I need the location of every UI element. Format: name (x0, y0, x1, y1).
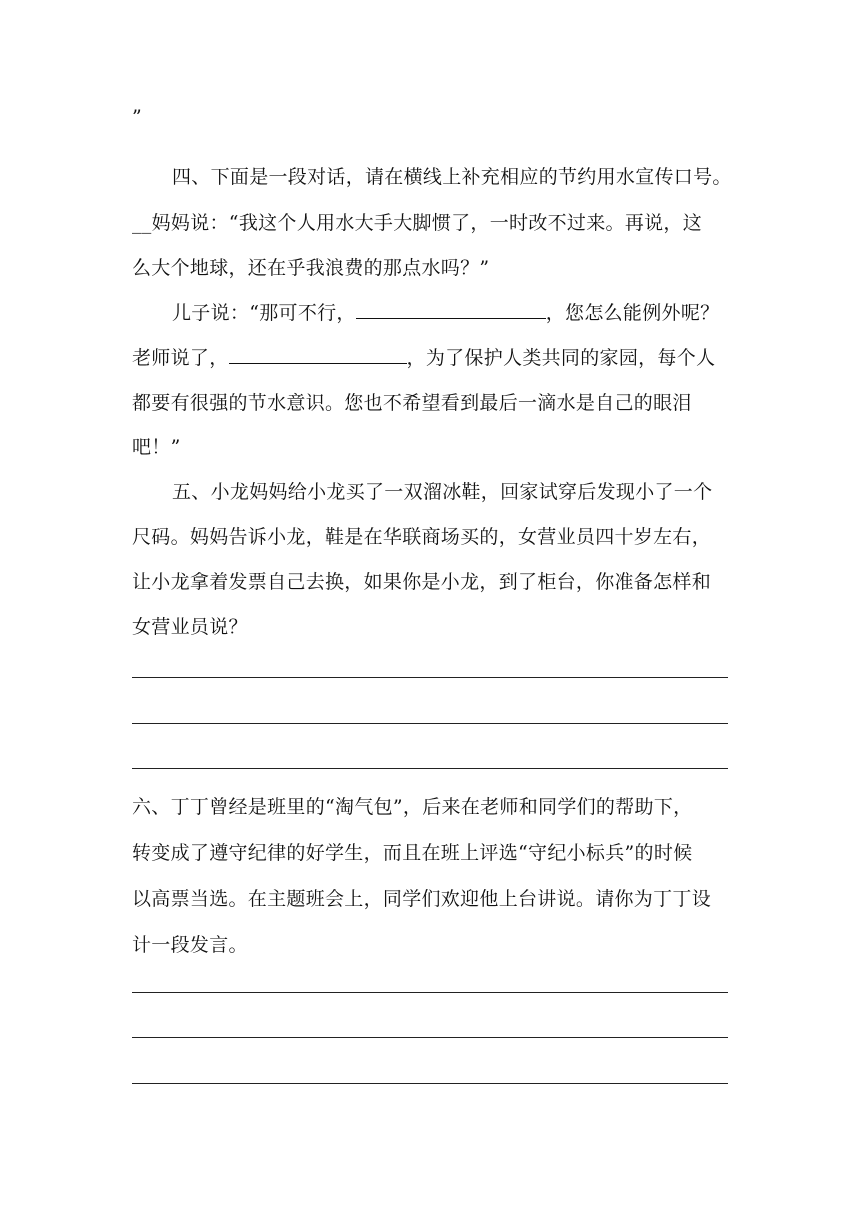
son-line-1-end: ，您怎么能例外呢？ (545, 302, 720, 324)
question-6-line-2: 转变成了遵守纪律的好学生，而且在班上评选“守纪小标兵”的时候 (132, 842, 693, 864)
question-6-line-4: 计一段发言。 (132, 934, 248, 956)
question-6-answer-line-1[interactable] (132, 992, 728, 993)
question-5-answer-line-2[interactable] (132, 723, 728, 724)
question-6-answer-line-2[interactable] (132, 1037, 728, 1038)
question-5-answer-line-3[interactable] (132, 768, 728, 769)
question-6-answer-line-3[interactable] (132, 1083, 728, 1084)
mom-line-1-text: 妈妈说：“我这个人用水大手大脚惯了，一时改不过来。再说，这 (151, 212, 703, 234)
son-line-2-end: ，为了保护人类共同的家园，每个人 (406, 347, 716, 369)
son-line-1-start: 儿子说：“那可不行， (172, 302, 356, 324)
slogan-blank-2[interactable] (229, 343, 407, 364)
question-5-line-3: 让小龙拿着发票自己去换，如果你是小龙，到了柜台，你准备怎样和 (132, 571, 712, 593)
question-6-line-3: 以高票当选。在主题班会上，同学们欢迎他上台讲说。请你为丁丁设 (132, 888, 712, 910)
question-6-line-1: 六、丁丁曾经是班里的“淘气包”，后来在老师和同学们的帮助下， (132, 796, 693, 818)
question-4-son-line-1 (172, 298, 772, 325)
question-5-answer-line-1[interactable] (132, 677, 728, 678)
question-4-title: 四、下面是一段对话，请在横线上补充相应的节约用水宣传口号。 (172, 166, 732, 188)
question-5-line-4: 女营业员说？ (132, 616, 248, 638)
question-5-line-1: 五、小龙妈妈给小龙买了一双溜冰鞋，回家试穿后发现小了一个 (172, 481, 713, 503)
mom-line-underscore: __ (132, 212, 152, 234)
question-4-mom-line-1 (132, 208, 732, 235)
question-4-son-line-2 (132, 343, 732, 370)
closing-quote-mark: ” (132, 106, 143, 128)
son-line-2-start: 老师说了， (132, 347, 229, 369)
question-4-mom-line-2: 么大个地球，还在乎我浪费的那点水吗？” (132, 257, 490, 279)
question-4-son-line-3: 都要有很强的节水意识。您也不希望看到最后一滴水是自己的眼泪 (132, 392, 692, 414)
question-5-line-2: 尺码。妈妈告诉小龙，鞋是在华联商场买的，女营业员四十岁左右， (132, 526, 712, 548)
question-4-son-line-4: 吧！” (132, 436, 181, 458)
slogan-blank-1[interactable] (356, 298, 546, 319)
